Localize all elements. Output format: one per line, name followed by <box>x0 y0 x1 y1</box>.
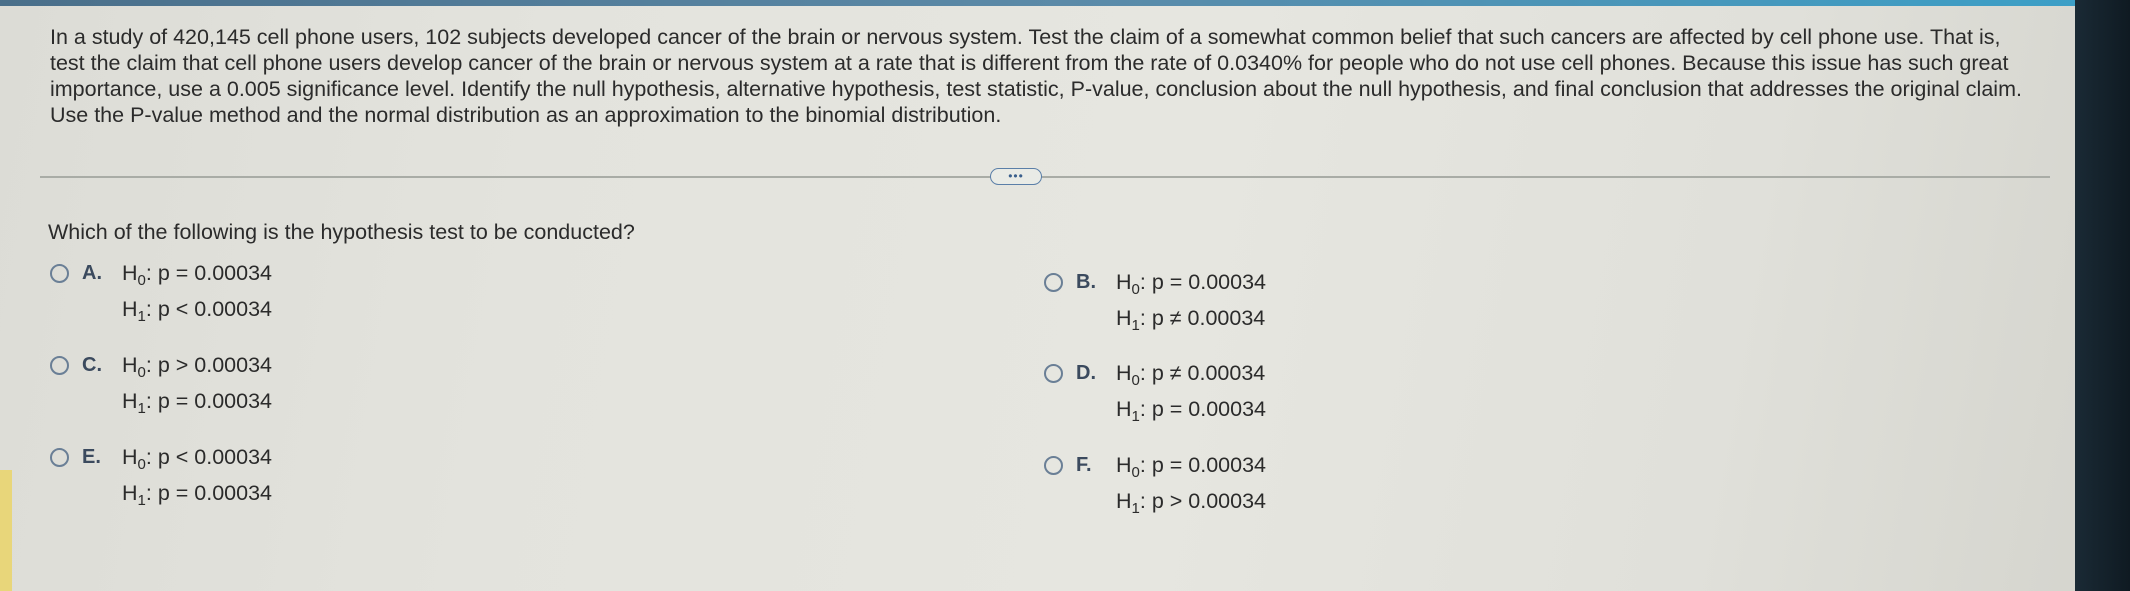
null-hypothesis: $H_0$: p < 0.00034 <box>122 445 272 473</box>
option-letter: A. <box>82 262 102 284</box>
radio-button[interactable] <box>50 448 69 467</box>
question-text: In a study of 420,145 cell phone users, 102 subjects developed cancer of the brain or nervous system. Test the claim of a somewhat common belief that such cancers are affected by cell phone use. That is, test the claim that cell phone users develop cancer of the brain or nervous system at a rate that is different from the rate of 0.0340% for people who do not use cell phones. Because this issue has such great importance, use a 0.005 significance level. Identify the null hypothesis, alternative hypothesis, test statistic, P-value, conclusion about the null hypothesis, and final conclusion that addresses the original claim. Use the P-value method and the normal distribution as an approximation to the binomial distribution. <box>50 25 2022 127</box>
right-edge-panel <box>2075 0 2130 591</box>
radio-button[interactable] <box>1044 273 1063 292</box>
top-accent-bar <box>0 0 2130 6</box>
alternative-hypothesis: $H_1$: p = 0.00034 <box>1116 397 1266 425</box>
option-letter: C. <box>82 354 102 376</box>
radio-button[interactable] <box>1044 456 1063 475</box>
null-hypothesis: $H_0$: p = 0.00034 <box>1116 270 1266 298</box>
radio-button[interactable] <box>50 356 69 375</box>
option-letter: B. <box>1076 271 1096 293</box>
null-hypothesis: $H_0$: p > 0.00034 <box>122 353 272 381</box>
alternative-hypothesis: $H_1$: p = 0.00034 <box>122 389 272 417</box>
option-letter: F. <box>1076 454 1092 476</box>
alternative-hypothesis: $H_1$: p > 0.00034 <box>1116 489 1266 517</box>
left-edge-strip <box>0 470 12 591</box>
option-letter: D. <box>1076 362 1096 384</box>
more-button[interactable]: ••• <box>990 168 1042 185</box>
null-hypothesis: $H_0$: p ≠ 0.00034 <box>1116 361 1266 389</box>
null-hypothesis: $H_0$: p = 0.00034 <box>122 261 272 289</box>
radio-button[interactable] <box>1044 364 1063 383</box>
null-hypothesis: $H_0$: p = 0.00034 <box>1116 453 1266 481</box>
option-letter: E. <box>82 446 101 468</box>
alternative-hypothesis: $H_1$: p < 0.00034 <box>122 297 272 325</box>
alternative-hypothesis: $H_1$: p ≠ 0.00034 <box>1116 306 1266 334</box>
question-prompt: Which of the following is the hypothesis test to be conducted? <box>48 220 635 244</box>
radio-button[interactable] <box>50 264 69 283</box>
alternative-hypothesis: $H_1$: p = 0.00034 <box>122 481 272 509</box>
section-divider <box>40 176 2050 178</box>
